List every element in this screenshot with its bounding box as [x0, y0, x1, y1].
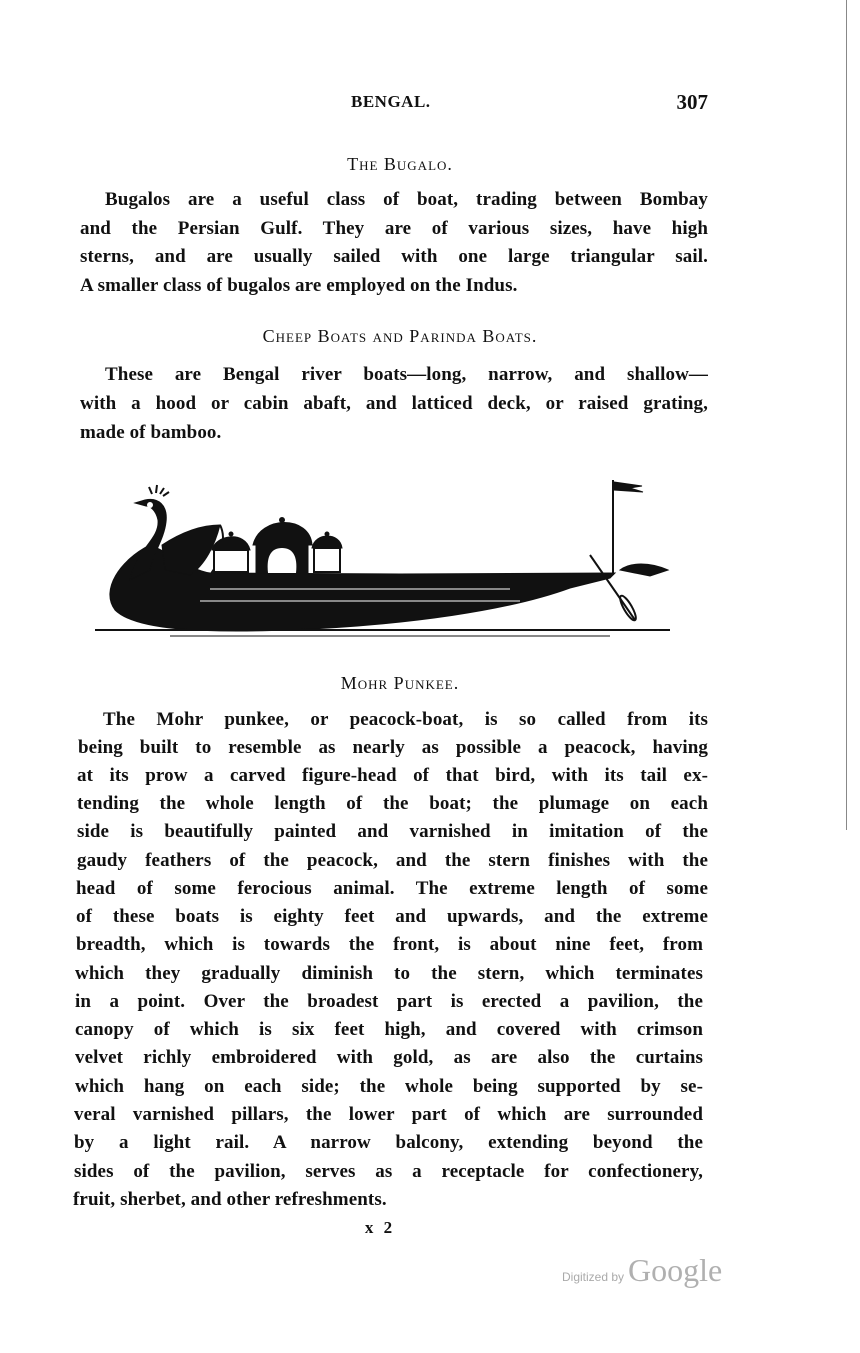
paragraph-line: fruit, sherbet, and other refreshments.: [73, 1189, 387, 1210]
running-title: BENGAL.: [351, 92, 431, 111]
watermark-brand: Google: [628, 1252, 723, 1288]
paragraph-line: being built to resemble as nearly as possible a peacock, having: [78, 737, 708, 758]
paragraph-line: veral varnished pillars, the lower part of which are surrounded: [74, 1104, 703, 1125]
paragraph-line: at its prow a carved figure-head of that bird, with its tail ex-: [77, 765, 708, 786]
paragraph-line: and the Persian Gulf. They are of various sizes, have high: [80, 218, 708, 239]
paragraph-line: which hang on each side; the whole being supported by se-: [75, 1076, 703, 1097]
scan-edge-line: [846, 0, 847, 830]
paragraph-line: with a hood or cabin abaft, and latticed deck, or raised grating,: [80, 393, 708, 414]
paragraph-line: by a light rail. A narrow balcony, extending beyond the: [74, 1132, 703, 1153]
paragraph-line: side is beautifully painted and varnished in imitation of the: [77, 821, 708, 842]
watermark-prefix: Digitized by: [562, 1270, 625, 1284]
paragraph-line: The Mohr punkee, or peacock-boat, is so called from its: [103, 709, 708, 730]
digitized-by-google-watermark: [562, 1252, 722, 1289]
paragraph-line: of these boats is eighty feet and upwards, and the extreme: [76, 906, 708, 927]
paragraph-line: in a point. Over the broadest part is erected a pavilion, the: [75, 991, 703, 1012]
paragraph-line: breadth, which is towards the front, is about nine feet, from: [76, 934, 703, 955]
page-number: 307: [676, 90, 708, 114]
paragraph-line: tending the whole length of the boat; the plumage on each: [77, 793, 708, 814]
paragraph-line: Bugalos are a useful class of boat, trading between Bombay: [105, 189, 708, 210]
paragraph-line: sides of the pavilion, serves as a receptacle for confectionery,: [74, 1161, 703, 1182]
paragraph-line: A smaller class of bugalos are employed on the Indus.: [80, 275, 518, 296]
section-heading-mohr-punkee: Mohr Punkee.: [340, 673, 460, 693]
paragraph-line: head of some ferocious animal. The extreme length of some: [76, 878, 708, 899]
peacock-boat-illustration: [90, 470, 710, 650]
paragraph-line: which they gradually diminish to the stern, which terminates: [75, 963, 703, 984]
paragraph-line: canopy of which is six feet high, and covered with crimson: [75, 1019, 703, 1040]
paragraph-line: These are Bengal river boats—long, narrow, and shallow—: [105, 364, 708, 385]
section-heading-cheep-boats: Cheep Boats and Parinda Boats.: [262, 326, 538, 346]
paragraph-line: gaudy feathers of the peacock, and the stern finishes with the: [77, 850, 708, 871]
paragraph-line: made of bamboo.: [80, 422, 222, 443]
section-heading-bugalo: The Bugalo.: [347, 154, 453, 174]
signature-mark: x 2: [364, 1218, 396, 1237]
paragraph-line: velvet richly embroidered with gold, as are also the curtains: [75, 1047, 703, 1068]
paragraph-line: sterns, and are usually sailed with one large triangular sail.: [80, 246, 708, 267]
